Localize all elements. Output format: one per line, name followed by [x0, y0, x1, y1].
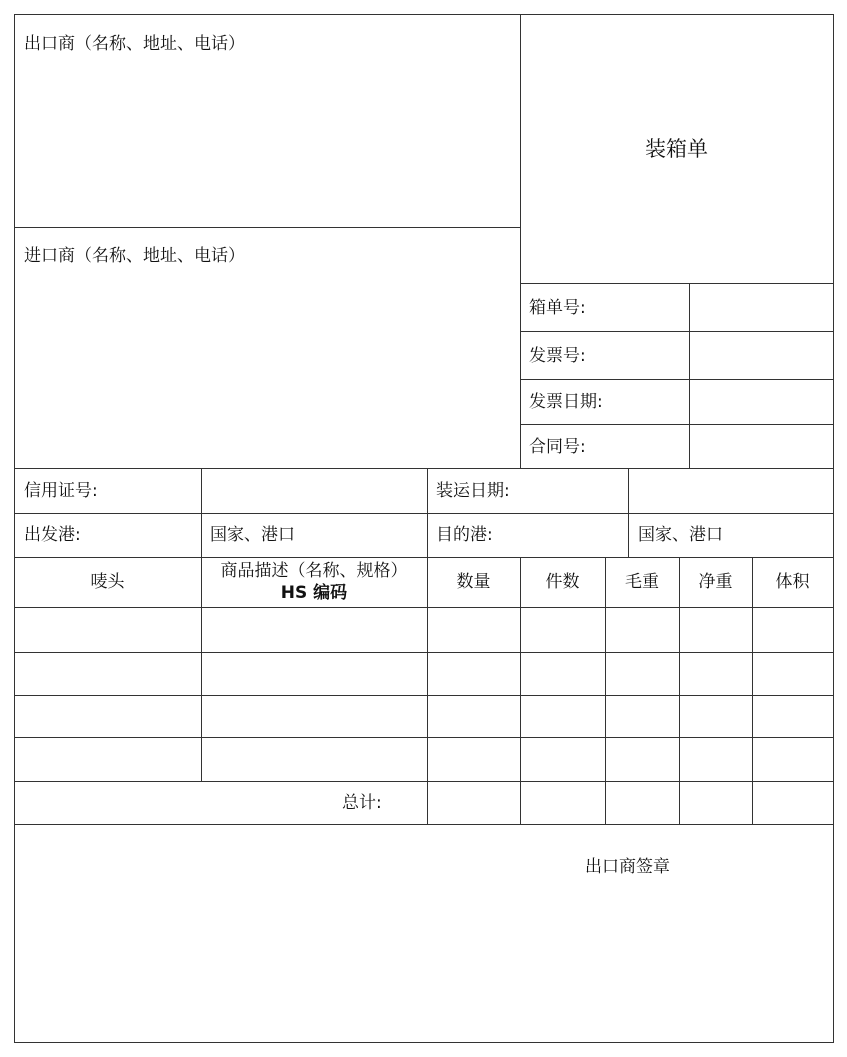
- grid-line: [520, 331, 833, 332]
- grid-line: [520, 424, 833, 425]
- grid-line: [14, 513, 834, 514]
- importer-label: 进口商（名称、地址、电话）: [24, 246, 245, 266]
- border-line: [14, 14, 834, 15]
- grid-line: [14, 652, 834, 653]
- border-line: [833, 14, 834, 1043]
- grid-line: [14, 824, 834, 825]
- grid-line: [520, 379, 833, 380]
- grid-line: [14, 227, 520, 228]
- header-packages: 件数: [545, 572, 580, 592]
- packing-no-label: 箱单号:: [529, 298, 586, 318]
- grid-line: [14, 695, 834, 696]
- border-line: [14, 1042, 834, 1043]
- destination-port-label: 目的港:: [436, 525, 493, 545]
- header-gross-weight: 毛重: [625, 572, 659, 592]
- exporter-label: 出口商（名称、地址、电话）: [24, 34, 245, 54]
- ship-date-label: 装运日期:: [436, 481, 510, 501]
- departure-port-label: 出发港:: [24, 525, 81, 545]
- header-marks: 唛头: [90, 572, 125, 592]
- grid-line: [520, 557, 521, 824]
- invoice-date-label: 发票日期:: [529, 392, 603, 412]
- header-description: 商品描述（名称、规格）: [220, 561, 408, 581]
- border-line: [14, 14, 15, 1043]
- grid-line: [14, 737, 834, 738]
- grid-line: [14, 557, 834, 558]
- departure-port-value: 国家、港口: [210, 525, 295, 545]
- header-hs-code: HS 编码: [280, 583, 348, 603]
- grid-line: [520, 283, 833, 284]
- contract-no-label: 合同号:: [529, 437, 586, 457]
- grid-line: [520, 14, 521, 468]
- grid-line: [628, 468, 629, 557]
- grid-line: [14, 468, 834, 469]
- grid-line: [605, 557, 606, 824]
- grid-line: [14, 781, 834, 782]
- grid-line: [201, 468, 202, 781]
- lc-no-label: 信用证号:: [24, 481, 98, 501]
- grid-line: [679, 557, 680, 824]
- grid-line: [689, 283, 690, 468]
- grid-line: [427, 468, 428, 824]
- destination-port-value: 国家、港口: [638, 525, 723, 545]
- total-label: 总计:: [342, 793, 382, 813]
- header-quantity: 数量: [456, 572, 491, 592]
- grid-line: [14, 607, 834, 608]
- header-net-weight: 净重: [698, 572, 733, 592]
- document-title: 装箱单: [645, 137, 708, 161]
- invoice-no-label: 发票号:: [529, 346, 586, 366]
- grid-line: [752, 557, 753, 824]
- signature-label: 出口商签章: [585, 857, 670, 877]
- header-volume: 体积: [775, 572, 810, 592]
